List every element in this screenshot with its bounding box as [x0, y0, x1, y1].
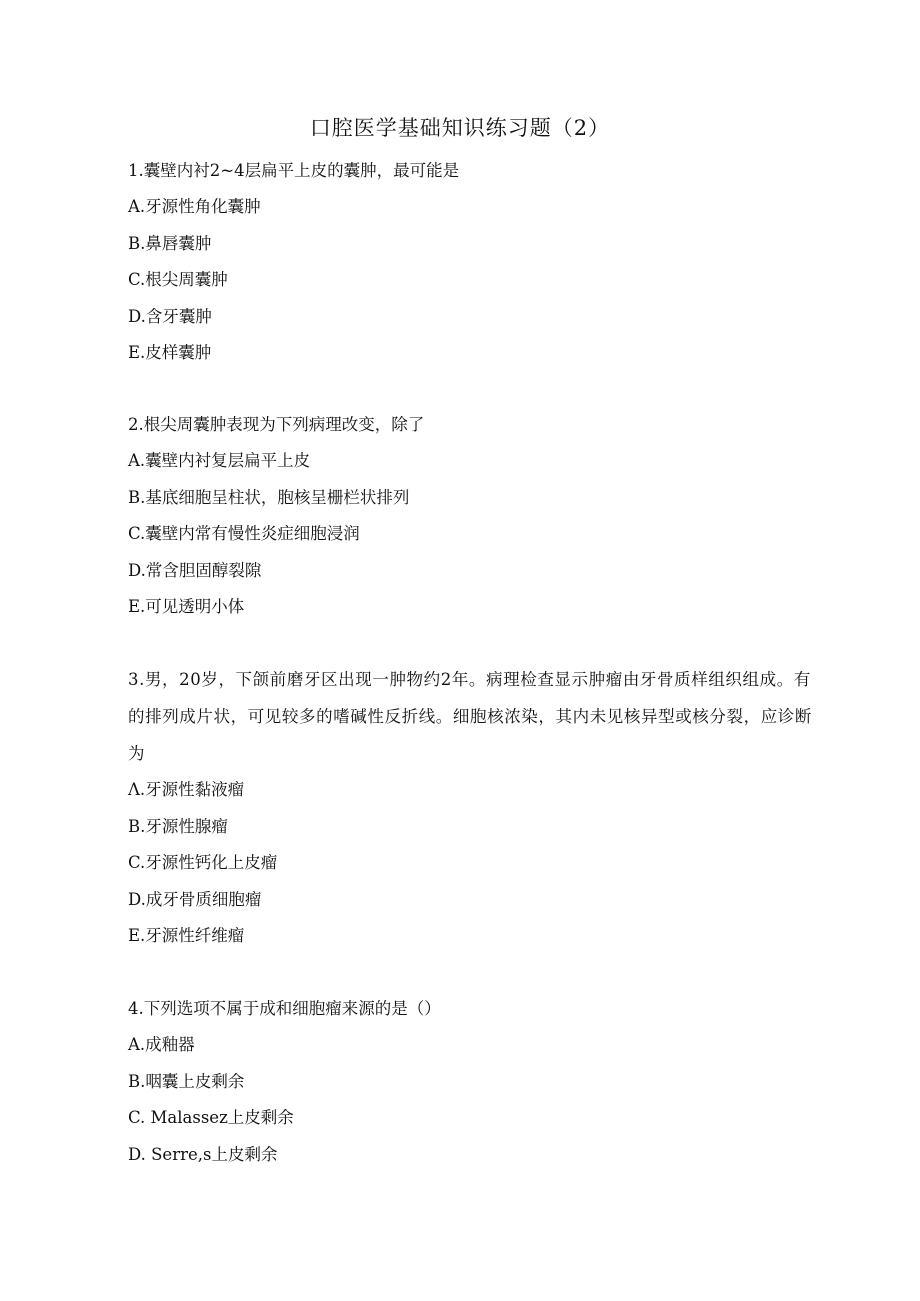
question-stem: 2.根尖周囊肿表现为下列病理改变，除了 — [128, 415, 425, 434]
question-1 — [128, 152, 828, 372]
question-stem: 3.男，20岁，下颌前磨牙区出现一肿物约2年。病理检查显示肿瘤由牙骨质样组织组成。有的排列成片状，可见较多的嗜碱性反折线。细胞核浓染，其内未见核异型或核分裂，应诊断为 — [128, 670, 812, 763]
option-a: A.牙源性角化囊肿 — [128, 197, 261, 216]
option-d: D.成牙骨质细胞瘤 — [128, 889, 262, 909]
question-4 — [128, 990, 828, 1173]
question-stem: 4.下列选项不属于成和细胞瘤来源的是（） — [128, 999, 441, 1018]
option-c: C. Malassez上皮剩余 — [128, 1108, 294, 1127]
option-c: C.囊壁内常有慢性炎症细胞浸润 — [128, 524, 360, 543]
option-b: B.基底细胞呈柱状，胞核呈栅栏状排列 — [128, 487, 410, 507]
option-a: Λ.牙源性黏液瘤 — [128, 780, 245, 799]
option-a: A.囊壁内衬复层扁平上皮 — [128, 451, 311, 470]
question-stem: 1.囊壁内衬2~4层扁平上皮的囊肿，最可能是 — [128, 161, 460, 180]
option-c: C.根尖周囊肿 — [128, 270, 228, 289]
option-b: B.牙源性腺瘤 — [128, 816, 228, 836]
option-e: E.牙源性纤维瘤 — [128, 926, 245, 945]
option-e: E.皮样囊肿 — [128, 343, 212, 362]
option-a: A.成釉器 — [128, 1035, 195, 1054]
option-c: C.牙源性钙化上皮瘤 — [128, 853, 278, 872]
option-d: D.常含胆固醇裂隙 — [128, 560, 262, 580]
option-e: E.可见透明小体 — [128, 597, 245, 616]
option-b: B.鼻唇囊肿 — [128, 233, 212, 253]
document-title: 口腔医学基础知识练习题（2） — [309, 116, 611, 140]
question-3 — [128, 661, 828, 955]
option-d: D.含牙囊肿 — [128, 306, 212, 326]
option-d: D. Serre,s上皮剩余 — [128, 1144, 278, 1164]
option-b: B.咽囊上皮剩余 — [128, 1071, 245, 1091]
question-2 — [128, 406, 828, 626]
